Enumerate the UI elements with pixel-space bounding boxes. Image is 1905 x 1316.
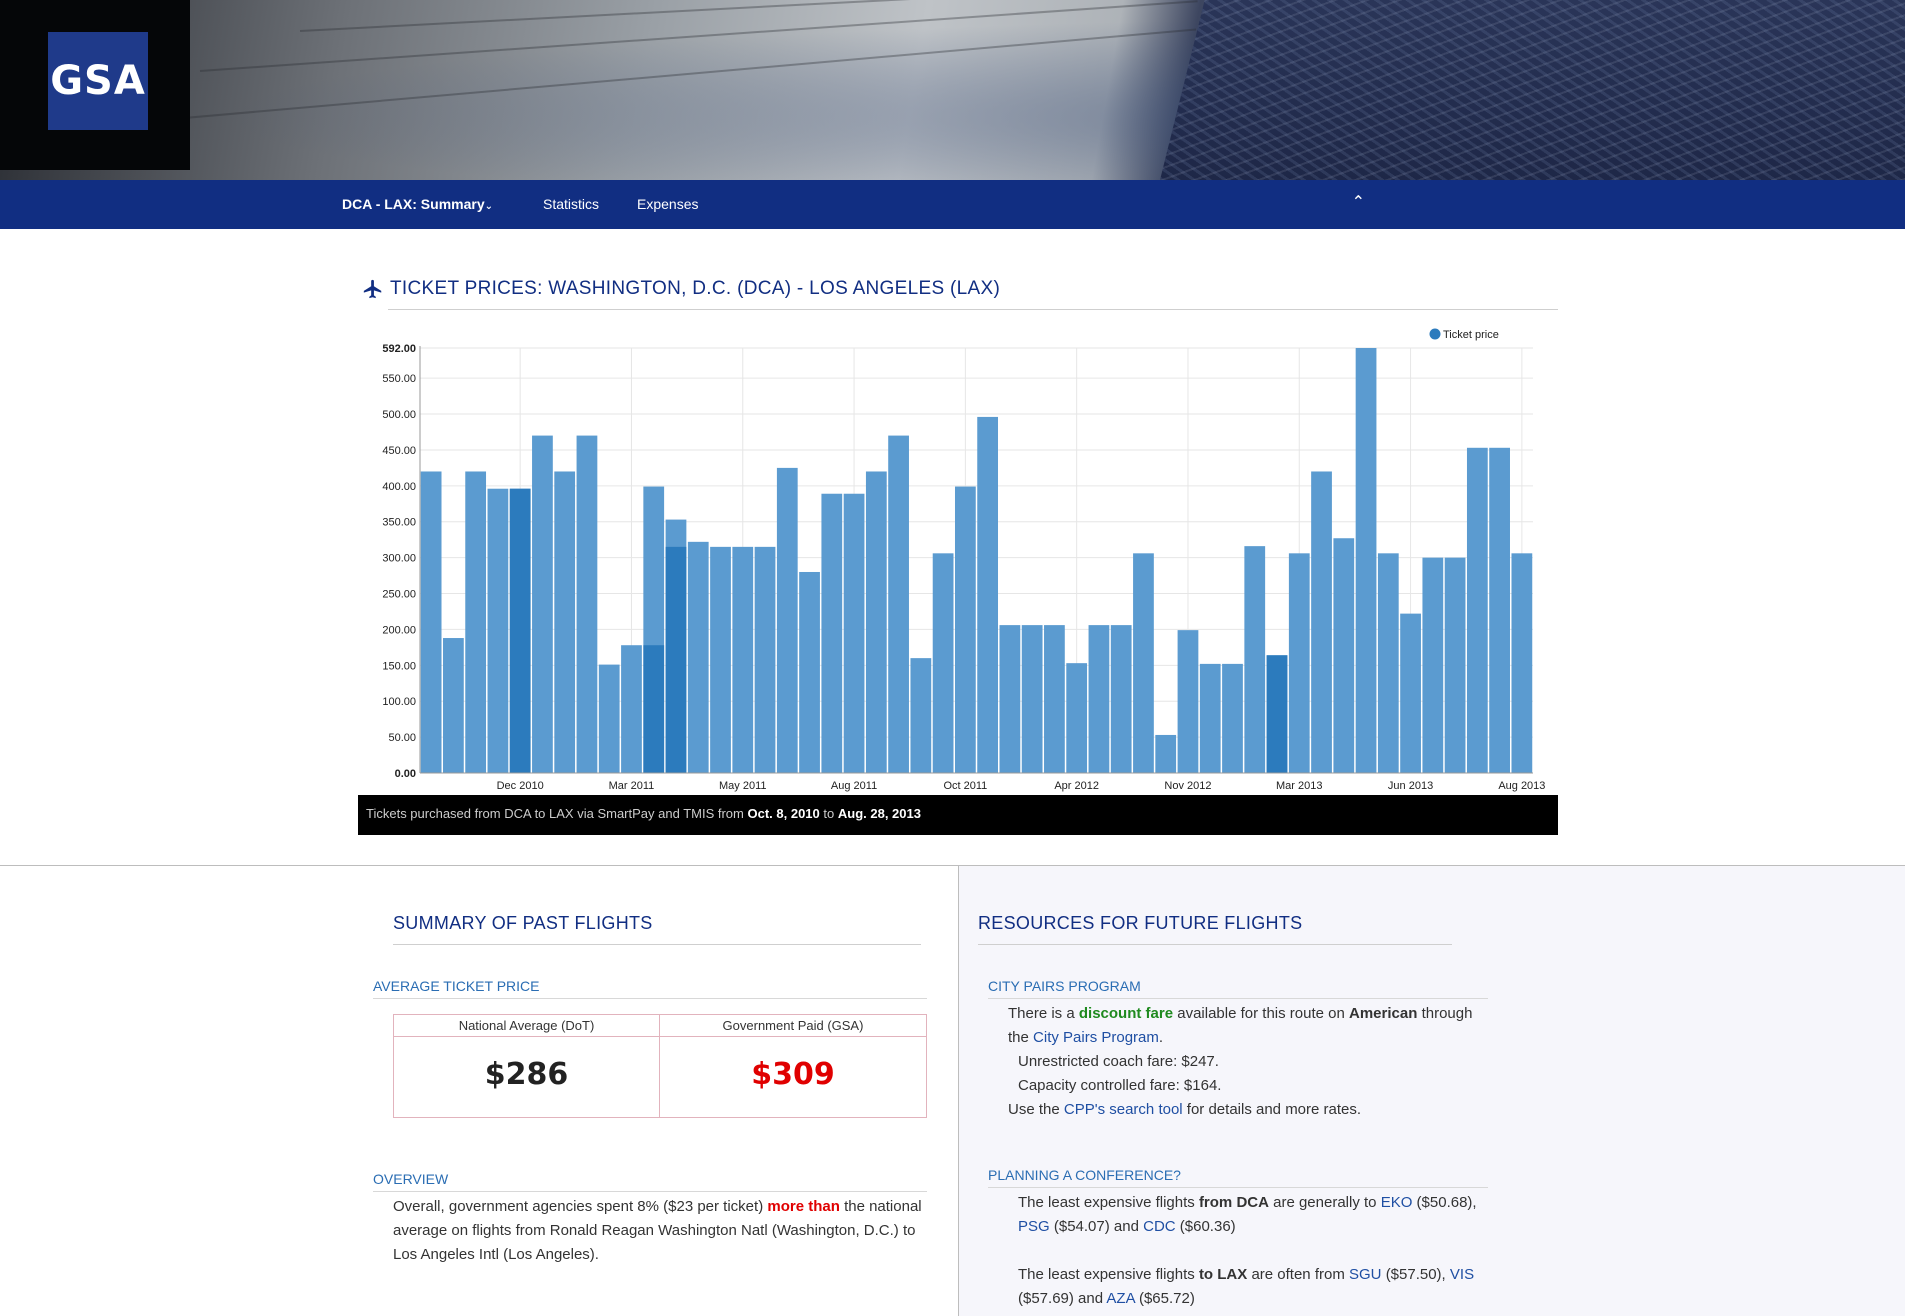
- bar-37: [1222, 664, 1243, 773]
- bar-1: [421, 471, 442, 773]
- bar-49: [1489, 448, 1510, 773]
- chevron-down-icon: ⌄: [484, 201, 494, 212]
- airport-link-eko[interactable]: EKO: [1380, 1194, 1413, 1211]
- bar-highlight-39: [1267, 655, 1288, 773]
- x-tick-label: Mar 2011: [608, 780, 655, 792]
- bar-26: [977, 417, 998, 773]
- y-tick-label: 500.00: [382, 409, 416, 422]
- overview-line-3: average on flights from Ronald Reagan Washington Natl (Washington, D.C.) to: [393, 1222, 916, 1239]
- bar-38: [1244, 546, 1265, 773]
- y-tick-label: 592.00: [382, 343, 416, 355]
- chart-svg: [358, 320, 1558, 795]
- city-aerial-view: [1160, 0, 1905, 180]
- bar-36: [1200, 664, 1221, 773]
- airport-link-psg[interactable]: PSG: [1018, 1218, 1050, 1235]
- x-tick-label: Oct 2011: [943, 780, 988, 792]
- cpp-divider: [988, 998, 1488, 999]
- overview-line-4: Los Angeles Intl (Los Angeles).: [393, 1246, 599, 1263]
- bar-27: [1000, 625, 1021, 773]
- average-price-table: [393, 1014, 927, 1118]
- conference-title: PLANNING A CONFERENCE?: [988, 1167, 1181, 1183]
- bar-21: [866, 471, 887, 773]
- bar-50: [1511, 553, 1532, 773]
- y-tick-label: 50.00: [388, 732, 416, 745]
- bar-40: [1289, 553, 1310, 773]
- bar-41: [1311, 471, 1332, 773]
- bar-31: [1089, 625, 1110, 773]
- national-average-value: $286: [394, 1037, 660, 1117]
- conf-to-2: are often from: [1251, 1266, 1345, 1283]
- bar-29: [1044, 625, 1065, 773]
- bar-47: [1445, 558, 1466, 773]
- cpp-line-1: There is a: [1008, 1005, 1075, 1022]
- nav-summary-label: DCA - LAX: Summary: [342, 196, 485, 212]
- overview-divider: [373, 1191, 927, 1192]
- cpp-unrestricted-fare: Unrestricted coach fare: $247.: [1018, 1053, 1219, 1070]
- bar-33: [1133, 553, 1154, 773]
- conf-psg-price: ($54.07) and: [1053, 1218, 1139, 1235]
- bar-32: [1111, 625, 1132, 773]
- airport-link-sgu[interactable]: SGU: [1349, 1266, 1382, 1283]
- bar-15: [732, 547, 753, 773]
- col-government-paid: Government Paid (GSA): [660, 1015, 926, 1037]
- y-tick-label: 350.00: [382, 516, 416, 529]
- avg-ticket-title: AVERAGE TICKET PRICE: [373, 978, 540, 994]
- header-banner: [0, 0, 1905, 180]
- cpp-capacity-fare: Capacity controlled fare: $164.: [1018, 1077, 1222, 1094]
- bar-35: [1178, 630, 1199, 773]
- cpp-text: There is a discount fare available for this route on American through the City Pairs Program. Unrestricted coach fare: $247. Capacity controlled fare: $164. Use the CPP's search tool for details and more rates.: [1008, 1005, 1473, 1118]
- bar-19: [821, 494, 842, 773]
- bar-14: [710, 547, 731, 773]
- cpp-search-tool-link[interactable]: CPP's search tool: [1063, 1101, 1183, 1118]
- legend-label: Ticket price: [1443, 329, 1499, 341]
- gsa-logo-text: GSA: [50, 58, 146, 104]
- conference-to-text: [1018, 1263, 1498, 1311]
- bar-45: [1400, 614, 1421, 773]
- x-tick-label: May 2011: [719, 780, 767, 792]
- chart-title: [362, 278, 1000, 300]
- caption-from-date: Oct. 8, 2010: [747, 806, 820, 821]
- bar-18: [799, 572, 820, 773]
- avg-ticket-divider: [373, 998, 927, 999]
- cpp-use: Use the: [1008, 1101, 1060, 1118]
- x-tick-label: Apr 2012: [1054, 780, 1099, 792]
- bar-34: [1155, 735, 1176, 773]
- conference-from-text: [1018, 1191, 1498, 1239]
- ticket-price-chart: [358, 320, 1558, 795]
- x-tick-label: Jun 2013: [1387, 780, 1434, 792]
- conf-from-dca: from DCA: [1198, 1194, 1269, 1211]
- bar-25: [955, 487, 976, 773]
- y-tick-label: 150.00: [382, 660, 416, 673]
- overview-title: OVERVIEW: [373, 1171, 449, 1187]
- logo-container: [0, 0, 190, 170]
- bar-24: [933, 553, 954, 773]
- caption-mid: to: [823, 806, 835, 821]
- conf-from-2: are generally to: [1273, 1194, 1377, 1211]
- resources-title: RESOURCES FOR FUTURE FLIGHTS: [978, 913, 1303, 933]
- x-tick-label: Aug 2013: [1498, 780, 1546, 792]
- bar-30: [1066, 663, 1087, 773]
- bar-23: [910, 658, 931, 773]
- overview-line-1: Overall, government agencies spent 8% ($23 per ticket): [393, 1198, 764, 1215]
- bar-6: [532, 436, 553, 773]
- bar-10: [621, 645, 642, 773]
- conf-cdc-price: ($60.36): [1179, 1218, 1236, 1235]
- conf-sgu-price: ($57.50),: [1385, 1266, 1446, 1283]
- bar-42: [1333, 538, 1354, 773]
- nav-expenses[interactable]: Expenses: [637, 196, 699, 212]
- cpp-discount-fare: discount fare: [1078, 1005, 1174, 1022]
- summary-divider: [393, 944, 921, 945]
- x-tick-label: Aug 2011: [830, 780, 878, 792]
- bar-8: [577, 436, 598, 773]
- y-tick-label: 450.00: [382, 444, 416, 457]
- y-tick-label: 400.00: [382, 480, 416, 493]
- chart-caption: [358, 795, 1558, 835]
- y-tick-label: 250.00: [382, 588, 416, 601]
- caption-to-date: Aug. 28, 2013: [837, 806, 921, 821]
- conf-eko-price: ($50.68),: [1416, 1194, 1477, 1211]
- overview-more-than: more than: [767, 1198, 840, 1215]
- caption-prefix: Tickets purchased from DCA to LAX via SmartPay and TMIS from: [366, 806, 744, 821]
- x-tick-label: Mar 2013: [1276, 780, 1323, 792]
- conf-vis-price: ($57.69) and: [1018, 1290, 1104, 1307]
- bar-46: [1422, 558, 1443, 773]
- chart-title-divider: [388, 309, 1558, 310]
- nav-statistics[interactable]: Statistics: [543, 196, 600, 212]
- overview-line-2: the national: [844, 1198, 922, 1215]
- bar-16: [755, 547, 776, 773]
- government-paid-value: $309: [751, 1057, 835, 1092]
- nav-summary-dropdown[interactable]: [342, 196, 493, 212]
- cpp-airline: American: [1349, 1005, 1418, 1022]
- bar-highlight-5: [510, 489, 531, 773]
- overview-text: [393, 1195, 938, 1267]
- conference-divider: [988, 1187, 1488, 1188]
- chart-title-text: TICKET PRICES: WASHINGTON, D.C. (DCA) - LOS ANGELES (LAX): [390, 278, 1001, 299]
- summary-title: SUMMARY OF PAST FLIGHTS: [393, 913, 653, 933]
- y-tick-label: 200.00: [382, 624, 416, 637]
- x-tick-label: Dec 2010: [496, 780, 544, 792]
- bar-20: [844, 494, 865, 773]
- y-tick-label: 550.00: [382, 373, 416, 386]
- conf-to-1: The least expensive flights: [1018, 1266, 1195, 1283]
- bar-43: [1356, 348, 1377, 773]
- navbar: [0, 180, 1905, 229]
- bar-4: [488, 489, 509, 773]
- legend-marker: [1430, 329, 1441, 340]
- y-tick-label: 0.00: [394, 768, 416, 780]
- chevron-up-icon[interactable]: ⌃: [1351, 194, 1365, 211]
- col-national-average: National Average (DoT): [394, 1015, 660, 1037]
- bar-48: [1467, 448, 1488, 773]
- airport-link-vis[interactable]: VIS: [1449, 1266, 1475, 1283]
- airport-link-cdc[interactable]: CDC: [1143, 1218, 1176, 1235]
- resources-divider: [978, 944, 1452, 945]
- bar-17: [777, 468, 798, 773]
- airplane-icon: [362, 278, 384, 300]
- y-tick-label: 300.00: [382, 552, 416, 565]
- bar-highlight-11: [643, 645, 664, 773]
- gsa-logo[interactable]: [48, 32, 148, 130]
- conf-to-lax: to LAX: [1198, 1266, 1248, 1283]
- conf-from-1: The least expensive flights: [1018, 1194, 1195, 1211]
- y-tick-label: 100.00: [382, 696, 416, 709]
- cpp-line-3: through: [1421, 1005, 1473, 1022]
- conf-aza-price: ($65.72): [1138, 1290, 1195, 1307]
- cpp-the: the: [1008, 1029, 1029, 1046]
- cpp-title: CITY PAIRS PROGRAM: [988, 978, 1141, 994]
- airport-link-aza[interactable]: AZA: [1106, 1290, 1135, 1307]
- bar-13: [688, 542, 709, 773]
- bar-7: [554, 471, 575, 773]
- cpp-line-2: available for this route on: [1177, 1005, 1345, 1022]
- x-tick-label: Nov 2012: [1164, 780, 1212, 792]
- bar-44: [1378, 553, 1399, 773]
- cpp-details: for details and more rates.: [1186, 1101, 1362, 1118]
- city-pairs-program-link[interactable]: City Pairs Program: [1033, 1029, 1159, 1046]
- bar-9: [599, 665, 620, 773]
- bar-22: [888, 436, 909, 773]
- bar-3: [465, 471, 486, 773]
- bar-2: [443, 638, 464, 773]
- bar-28: [1022, 625, 1043, 773]
- bar-highlight-12: [666, 547, 687, 773]
